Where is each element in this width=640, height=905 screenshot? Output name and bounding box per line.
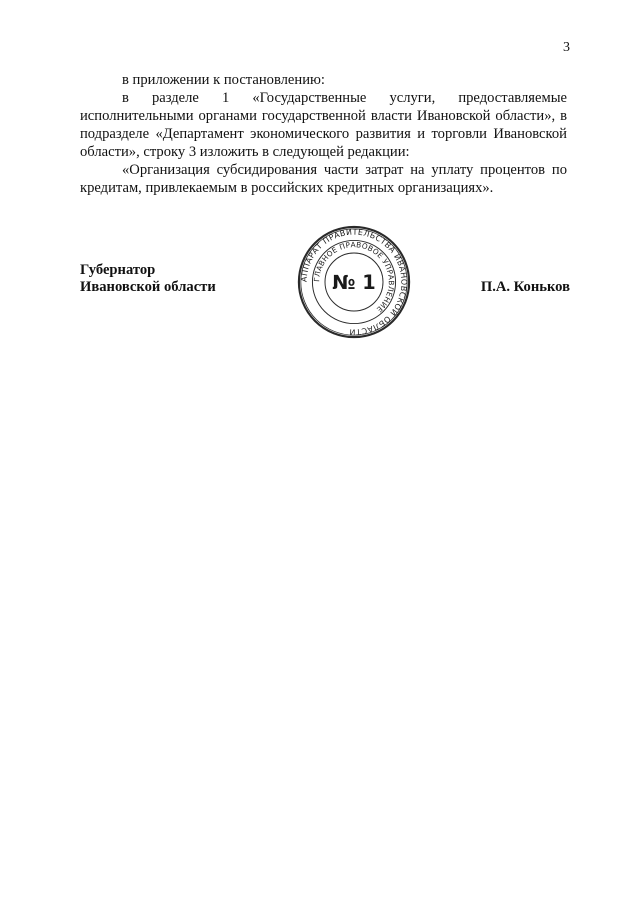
paragraph-intro: в приложении к постановлению: [122,72,325,88]
paragraph-quote: «Организация субсидирования части затрат на уплату процентов по кредитам, привлекаемым в российских кредитных организациях». [80,162,567,196]
document-body [80,71,567,197]
signatory-title-line2: Ивановской области [80,279,216,295]
page-number: 3 [563,40,570,55]
seal-inner-text: ГЛАВНОЕ ПРАВОВОЕ УПРАВЛЕНИЕ [312,240,396,315]
signatory-title-line1: Губернатор [80,262,156,278]
seal-number: № 1 [332,270,376,294]
signatory-name: П.А. Коньков [480,279,570,295]
paragraph-amendment: в разделе 1 «Государственные услуги, предоставляемые исполнительными органами государственной власти Ивановской области», в подразделе «Департамент экономического развития и торговли Ивановской области», строку 3 изложить в следующей редакции: [80,90,567,160]
seal-outer-text: АППАРАТ ПРАВИТЕЛЬСТВА ИВАНОВСКОЙ ОБЛАСТИ [299,227,409,337]
signatory-position [80,262,216,296]
official-seal [296,224,412,340]
